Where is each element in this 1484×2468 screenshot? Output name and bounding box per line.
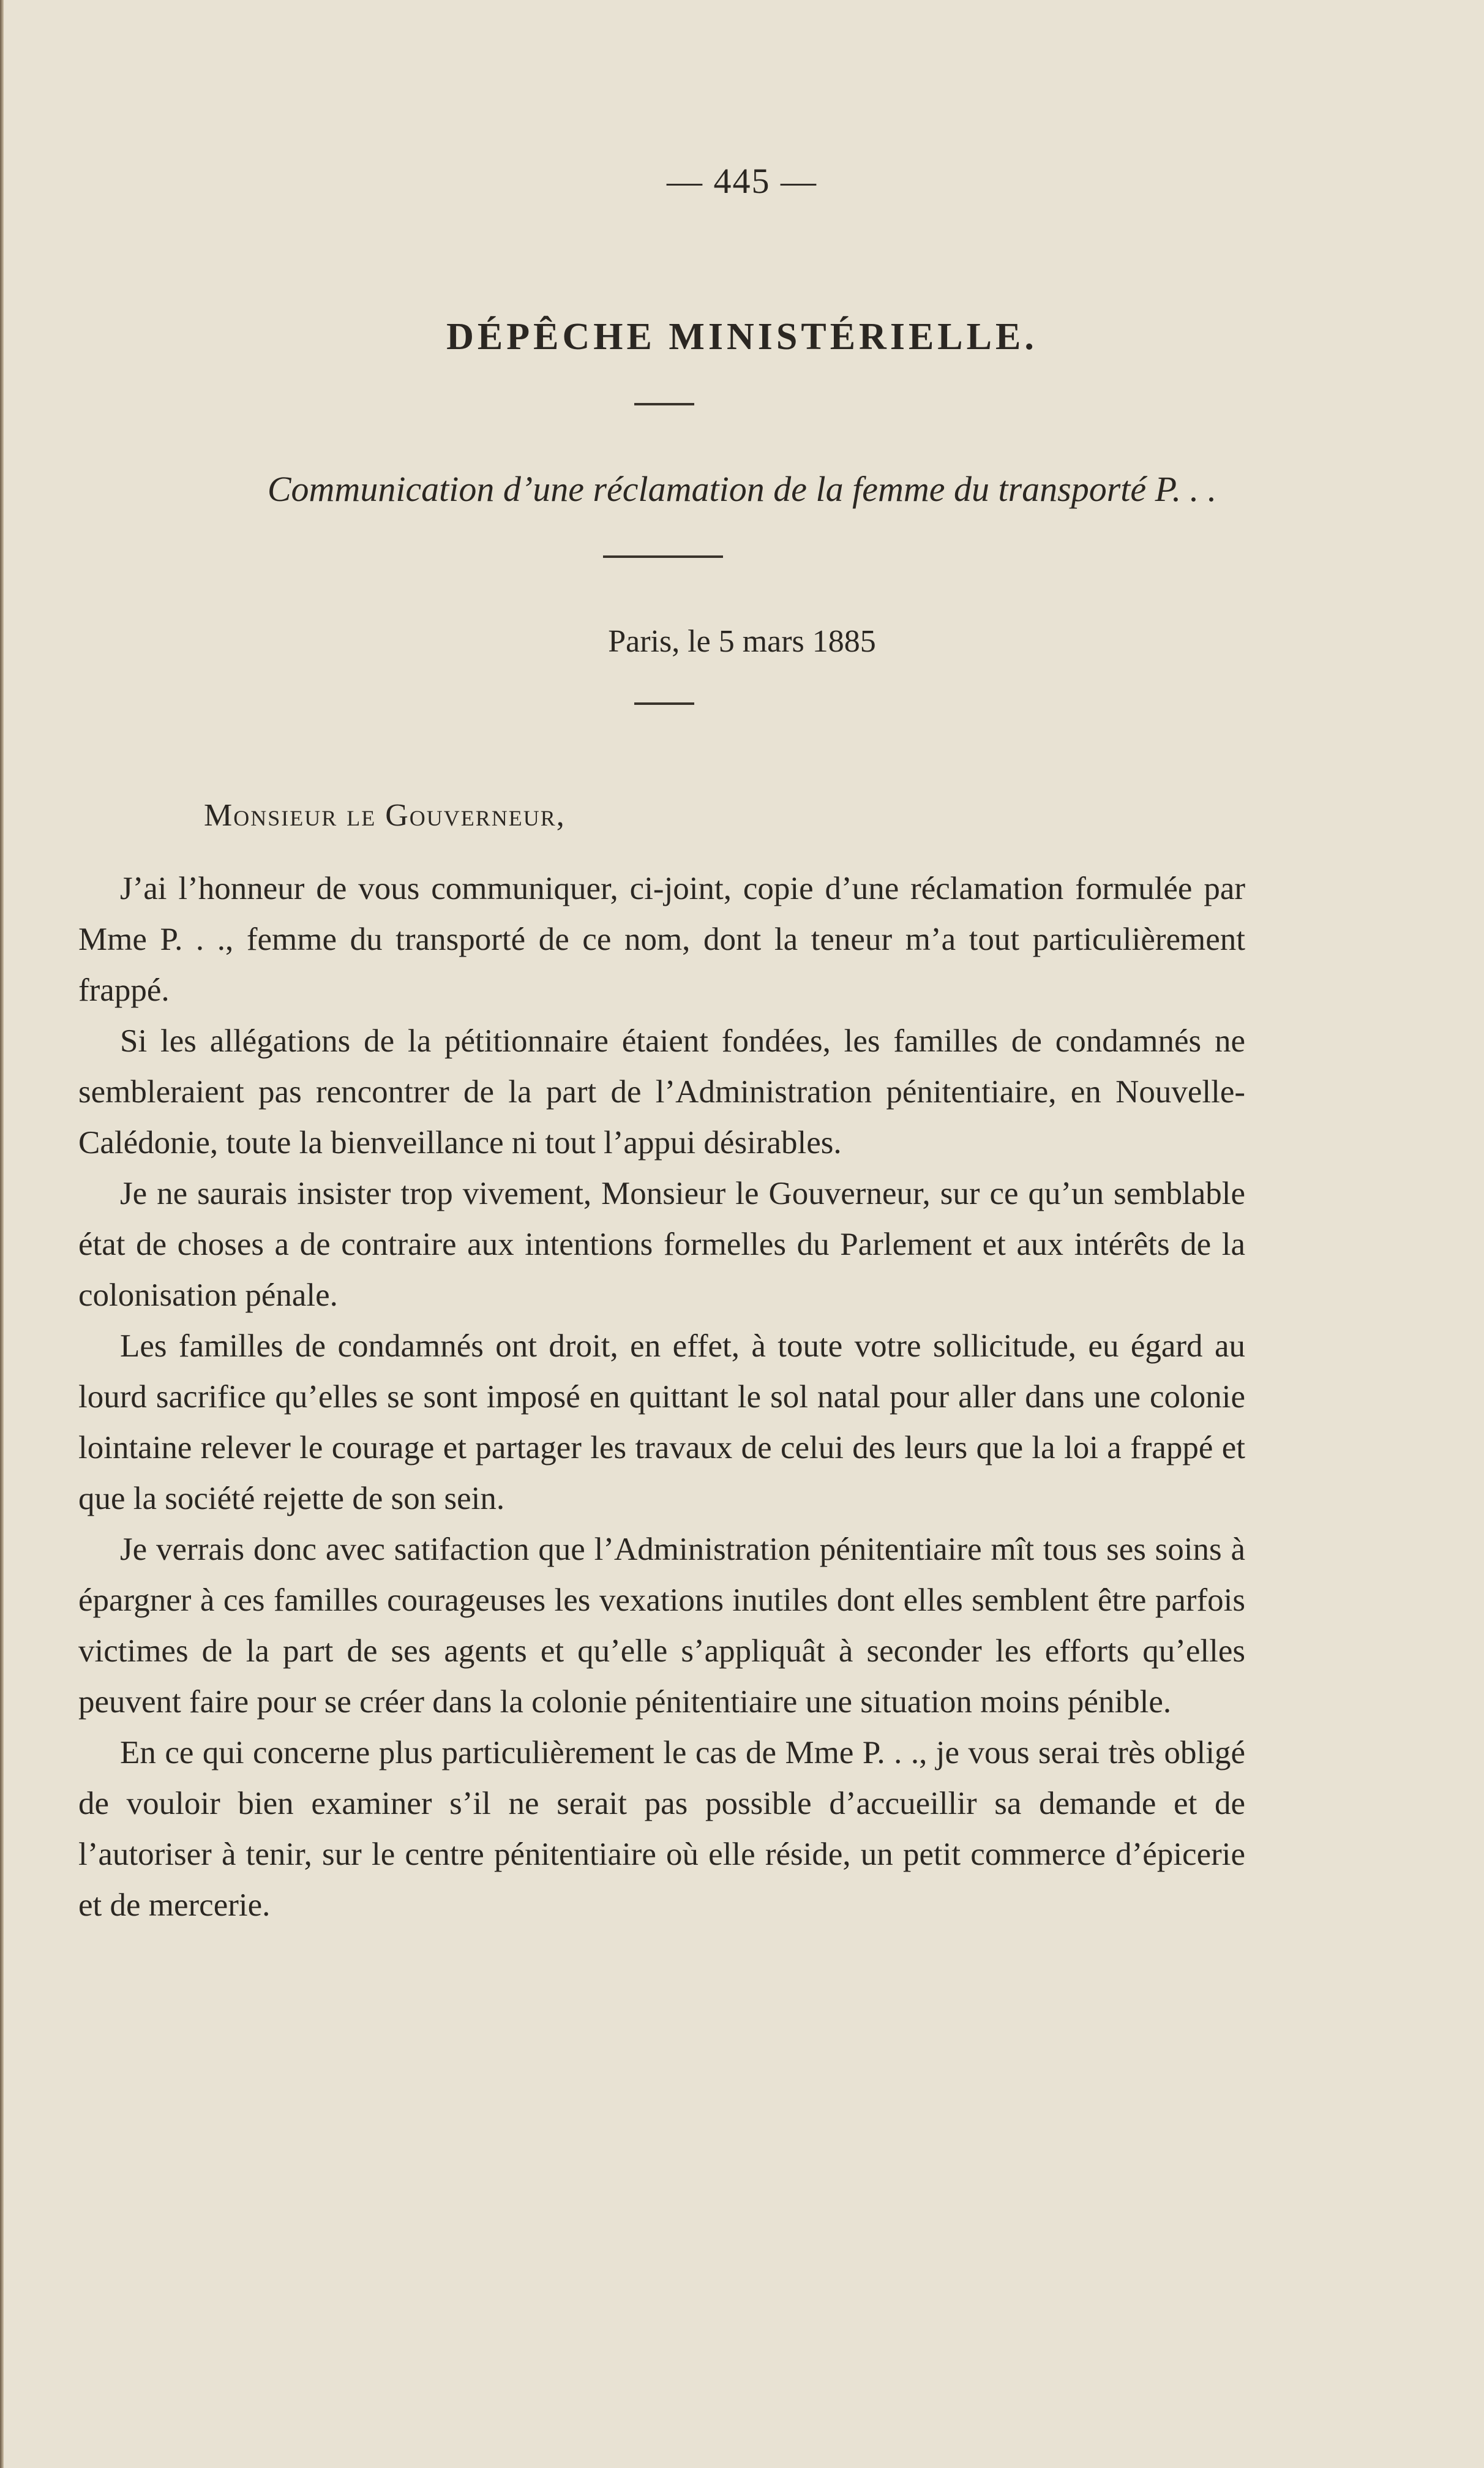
page-number: — 445 — <box>667 161 817 201</box>
subject-rule <box>603 555 723 558</box>
page-binding-edge <box>0 0 4 2468</box>
paragraph: En ce qui concerne plus particulièrement le cas de Mme P. . ., je vous serai très obligé de vouloir bien examiner s’il ne serait pas possible d’accueillir sa demande et de l’autoriser à tenir, sur le centre pénitentiaire où elle réside, un petit commerce d’épicerie et de mercerie. <box>78 1735 1245 1923</box>
title-rule <box>634 403 694 405</box>
letter-body <box>78 863 1245 1931</box>
paragraph: Les familles de condamnés ont droit, en effet, à toute votre sollicitude, eu égard au lourd sacrifice qu’elles se sont imposé en quittant le sol natal pour aller dans une colonie lointaine relever le courage et partager les travaux de celui des leurs que la loi a frappé et que la société rejette de son sein. <box>78 1328 1245 1516</box>
paragraph: Je ne saurais insister trop vivement, Monsieur le Gouverneur, sur ce qu’un semblable état de choses a de contraire aux intentions formelles du Parlement et aux intérêts de la colonisation pénale. <box>78 1176 1245 1313</box>
dateline: Paris, le 5 mars 1885 <box>608 624 876 659</box>
paragraph: Je verrais donc avec satifaction que l’Administration pénitentiaire mît tous ses soins à épargner à ces familles courageuses les vexations inutiles dont elles semblent être parfois victimes de la part de ses agents et qu’elle s’appliquât à seconder les efforts qu’elles peuvent faire pour se créer dans la colonie pénitentiaire une situation moins pénible. <box>78 1532 1245 1720</box>
dateline-rule <box>634 702 694 705</box>
salutation: Monsieur le Gouverneur, <box>204 798 566 833</box>
document-subject: Communication d’une réclamation de la femme du transporté P. . . <box>267 469 1217 509</box>
paragraph: J’ai l’honneur de vous communiquer, ci-joint, copie d’une réclamation formulée par Mme P. . ., femme du transporté de ce nom, dont la teneur m’a tout particulièrement frappé. <box>78 871 1245 1008</box>
paragraph: Si les allégations de la pétitionnaire étaient fondées, les familles de condamnés ne sembleraient pas rencontrer de la part de l’Administration pénitentiaire, en Nouvelle-Calédonie, toute la bienveillance ni tout l’appui désirables. <box>78 1023 1245 1161</box>
document-title: DÉPÊCHE MINISTÉRIELLE. <box>446 316 1038 358</box>
